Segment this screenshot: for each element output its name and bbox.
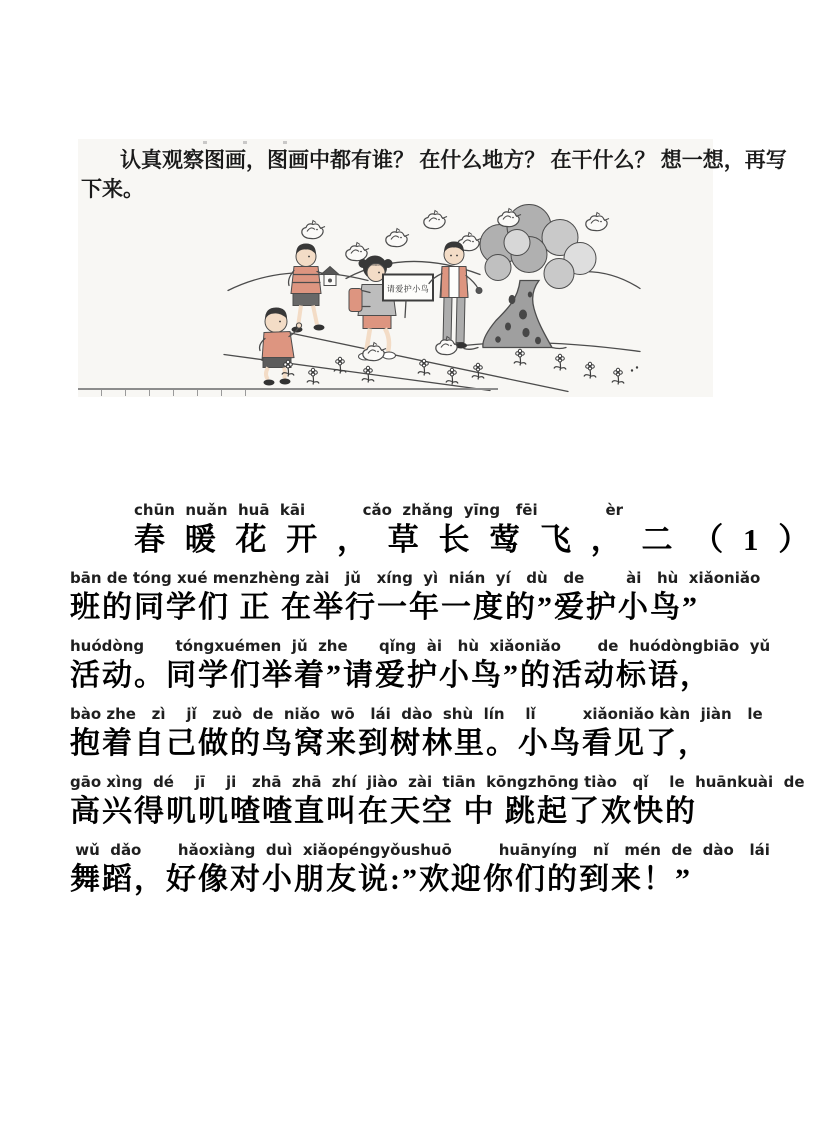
illustration (228, 203, 640, 393)
hanzi-line: 班的同学们 正 在举行一年一度的”爱护小鸟” (70, 591, 699, 624)
child-girl-with-backpack (349, 256, 410, 361)
passage-line (70, 637, 771, 696)
flower-icon (514, 349, 526, 365)
passage-line (70, 841, 770, 900)
bird-icon (386, 229, 409, 247)
scanned-exercise-region (78, 139, 787, 397)
flower-icon (584, 362, 596, 378)
hanzi-line: 活动。同学们举着”请爱护小鸟”的活动标语， (70, 659, 712, 692)
pinyin-line: gāo xìng dé jī ji zhā zhā zhí jiào zài tiān kōngzhōng tiào qǐ le huānkuài de (70, 773, 805, 791)
child-boy-with-birdhouse (289, 244, 339, 333)
pinyin-line: huódòng tóngxuémen jǔ zhe qǐng ài hù xiǎoniǎo de huódòngbiāo yǔ (70, 637, 771, 655)
cutoff-writing-grid (78, 388, 498, 396)
sign-text: 请爱护小鸟 (386, 284, 430, 294)
flower-icon (307, 368, 319, 384)
flowers (282, 349, 638, 384)
hanzi-line: 春 暖 花 开 ， 草 长 莺 飞 ， 二 （ 1 ） (134, 522, 815, 557)
passage-line (70, 773, 805, 832)
pinyin-line: bān de tóng xué menzhèng zài jǔ xíng yì nián yí dù de ài hù xiǎoniǎo (70, 569, 761, 587)
flower-icon (334, 357, 346, 373)
passage-line (70, 705, 763, 764)
hanzi-line: 抱着自己做的鸟窝来到树林里。小鸟看见了， (70, 727, 710, 760)
child-crouching (260, 308, 302, 386)
bird-icon (346, 243, 369, 261)
flower-icon (446, 368, 458, 384)
bird-icon (302, 221, 325, 239)
flower-icon (554, 354, 566, 370)
passage (70, 501, 815, 910)
pinyin-line: bào zhe zì jǐ zuò de niǎo wō lái dào shù lín lǐ xiǎoniǎo kàn jiàn le (70, 705, 763, 723)
tree-icon (464, 205, 596, 350)
grid-ticks (78, 390, 258, 396)
passage-line (70, 569, 761, 628)
ground-chicks (363, 337, 459, 361)
hanzi-line: 高兴得叽叽喳喳直叫在天空 中 跳起了欢快的 (70, 795, 697, 828)
child-boy-with-sign (429, 242, 482, 349)
bird-icon (586, 213, 609, 231)
instruction-text-line2: 下来。 (81, 177, 144, 201)
pinyin-line: wǔ dǎo hǎoxiàng duì xiǎopéngyǒushuō huānyíng nǐ mén de dào lái (70, 841, 770, 859)
passage-line (70, 501, 815, 560)
scan-artifact (203, 141, 323, 144)
flower-icon (612, 368, 624, 384)
instruction-text-line1: 认真观察图画，图画中都有谁？ 在什么地方？ 在干什么？ 想一想，再写 (120, 148, 787, 172)
hanzi-line: 舞蹈，好像对小朋友说:”欢迎你们的到来！” (70, 863, 692, 896)
pinyin-line: chūn nuǎn huā kāi cǎo zhǎng yīng fēi èr (134, 501, 624, 519)
bird-icon (424, 211, 447, 229)
